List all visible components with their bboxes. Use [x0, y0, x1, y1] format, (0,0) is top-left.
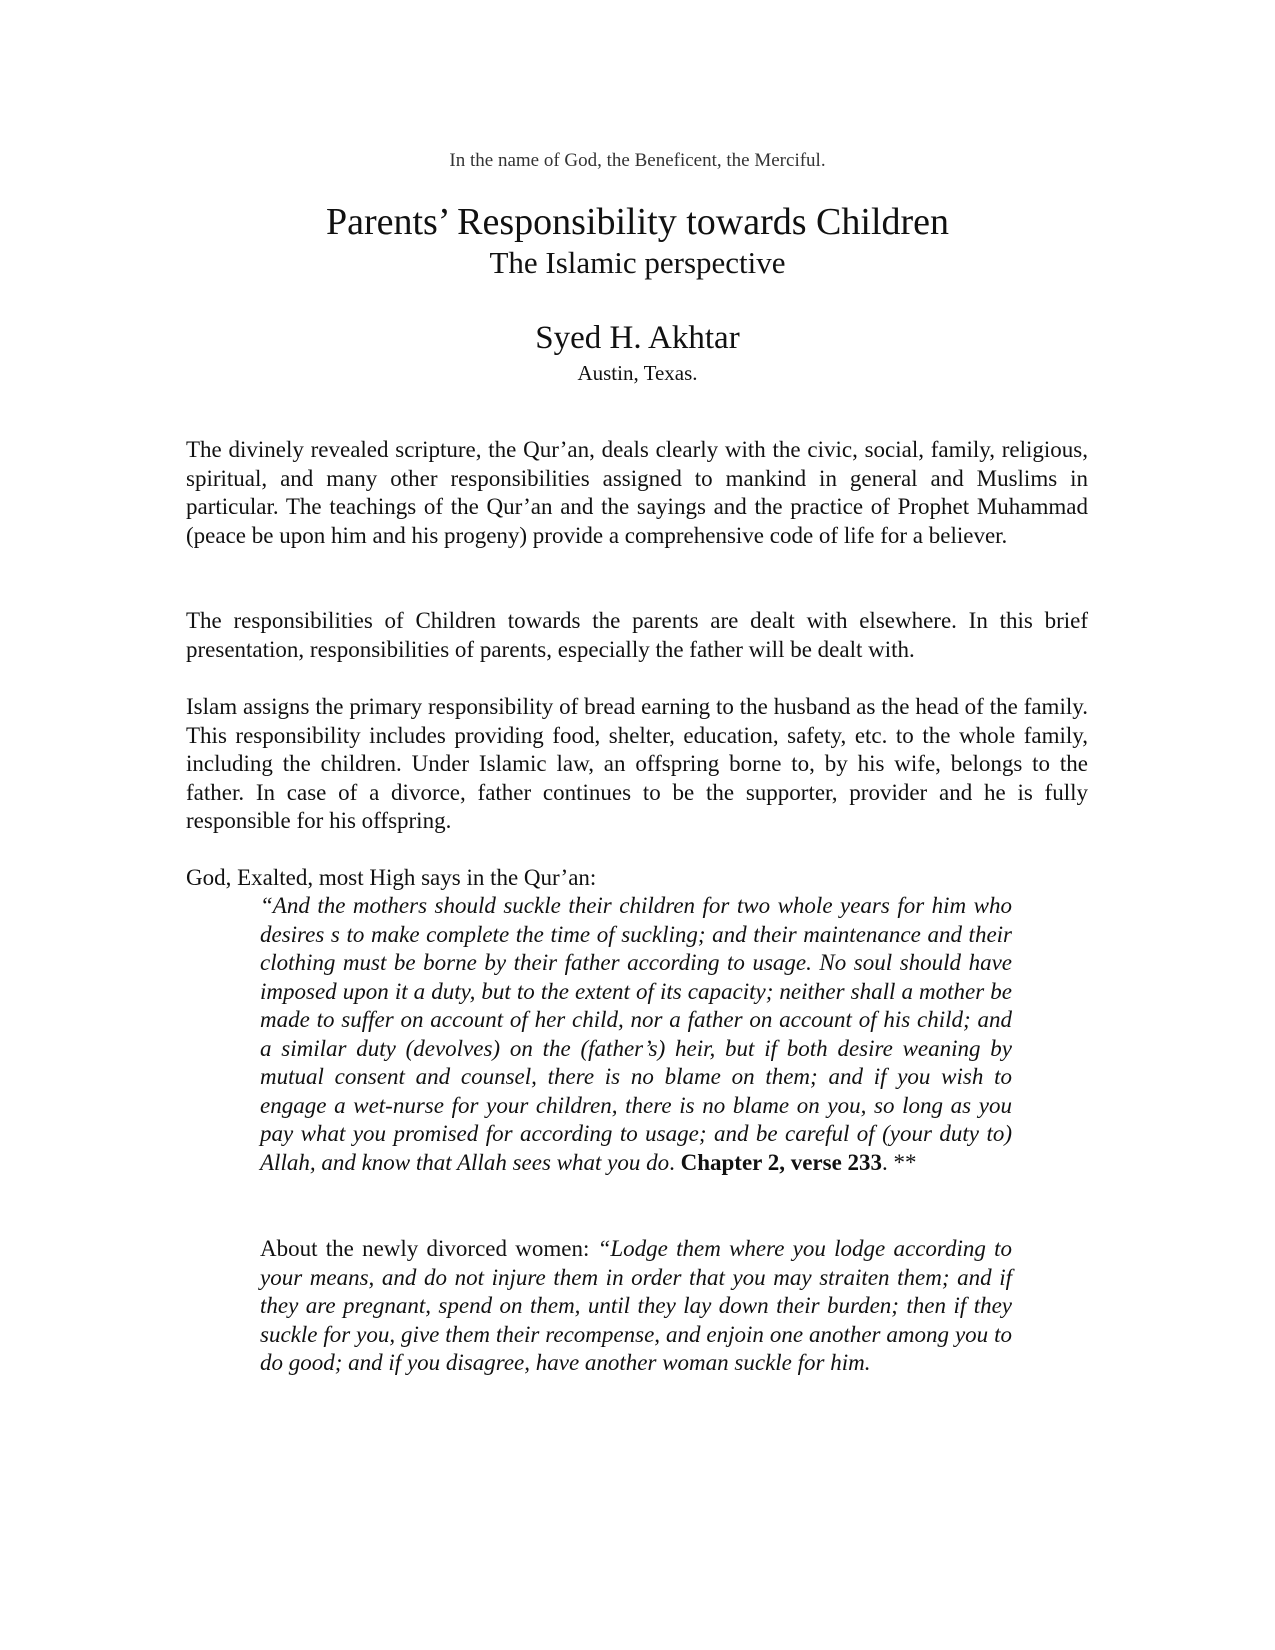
- quote-2-text: “Lodge them where you lodge according to your means, and do not injure them in order that you may straiten them; and if they are pregnant, spend on them, until they lay down their burden; then if they suckle for you, give them their recompense, and enjoin one another among you to do good; and if you disagree, have another woman suckle for him.: [260, 1236, 1012, 1375]
- invocation-line: In the name of God, the Beneficent, the Merciful.: [449, 150, 826, 171]
- quote-1-separator: .: [669, 1149, 681, 1175]
- author-name: Syed H. Akhtar: [535, 320, 740, 356]
- quran-quote-1: [260, 892, 1012, 1177]
- quote-1-tail: . **: [882, 1149, 917, 1175]
- quote-2-lead: About the newly divorced women:: [260, 1236, 598, 1261]
- quote-1-reference: Chapter 2, verse 233: [680, 1149, 883, 1175]
- document-subtitle: The Islamic perspective: [489, 245, 786, 280]
- quran-quote-2: [260, 1235, 1012, 1378]
- document-title: Parents’ Responsibility towards Children: [325, 201, 950, 243]
- body-paragraph-3: Islam assigns the primary responsibility of bread earning to the husband as the head of the family. This responsibility includes providing food, shelter, education, safety, etc. to the whole family, including the children. Under Islamic law, an offspring borne to, by his wife, belongs to the father. In case of a divorce, father continues to be the supporter, provider and he is fully responsible for his offspring.: [186, 694, 1088, 833]
- body-paragraph-2: The responsibilities of Children towards the parents are dealt with elsewhere. In this brief presentation, responsibilities of parents, especially the father will be dealt with.: [186, 608, 1088, 662]
- quote-1-text: “And the mothers should suckle their children for two whole years for him who desires s to make complete the time of suckling; and their maintenance and their clothing must be borne by their father according to usage. No soul should have imposed upon it a duty, but to the extent of its capacity; neither shall a mother be made to suffer on account of her child, nor a father on account of his child; and a similar duty (devolves) on the (father’s) heir, but if both desire weaning by mutual consent and counsel, there is no blame on them; and if you wish to engage a wet-nurse for your children, there is no blame on you, so long as you pay what you promised for according to usage; and be careful of (your duty to) Allah, and know that Allah sees what you do: [260, 893, 1012, 1175]
- body-paragraph-1: The divinely revealed scripture, the Qur’an, deals clearly with the civic, social, family, religious, spiritual, and many other responsibilities assigned to mankind in general and Muslims in particular. The teachings of the Qur’an and the sayings and the practice of Prophet Muhammad (peace be upon him and his progeny) provide a comprehensive code of life for a believer.: [186, 437, 1088, 548]
- quote-intro: God, Exalted, most High says in the Qur’an:: [186, 865, 597, 890]
- author-location: Austin, Texas.: [577, 361, 698, 385]
